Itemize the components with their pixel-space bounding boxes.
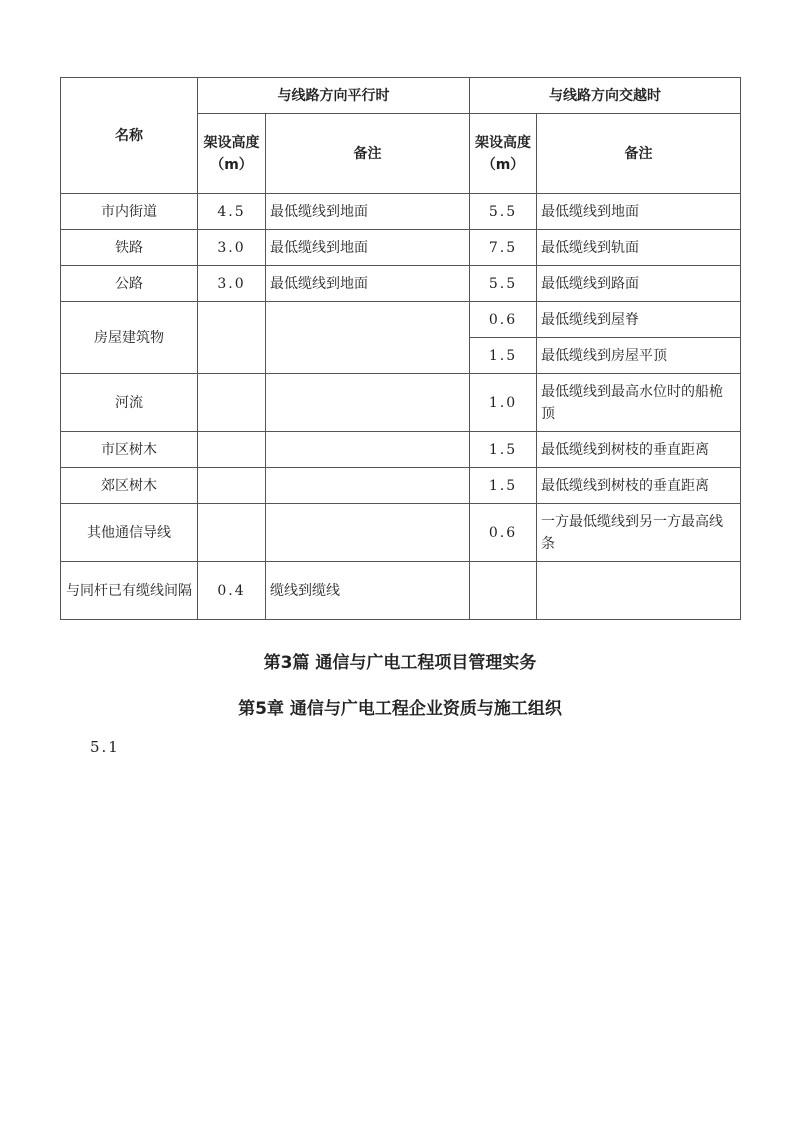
parallel-height — [198, 468, 266, 504]
crossing-note: 最低缆线到最高水位时的船桅顶 — [537, 374, 741, 432]
crossing-note: 最低缆线到路面 — [537, 266, 741, 302]
part-heading: 第3篇 通信与广电工程项目管理实务 — [263, 653, 537, 673]
crossing-height: 0.6 — [470, 302, 537, 338]
crossing-height: 0.6 — [470, 504, 537, 562]
crossing-note — [537, 562, 741, 620]
crossing-note: 最低缆线到地面 — [537, 194, 741, 230]
row-name: 郊区树木 — [61, 468, 198, 504]
parallel-note — [266, 432, 470, 468]
row-name: 河流 — [61, 374, 198, 432]
parallel-height — [198, 432, 266, 468]
header-crossing: 与线路方向交越时 — [470, 78, 741, 114]
parallel-note: 缆线到缆线 — [266, 562, 470, 620]
parallel-note: 最低缆线到地面 — [266, 194, 470, 230]
table-row — [61, 562, 741, 620]
crossing-height: 1.5 — [470, 338, 537, 374]
header-crossing-height: 架设高度（m） — [470, 114, 537, 194]
crossing-height: 1.0 — [470, 374, 537, 432]
table-row — [61, 504, 741, 562]
row-name: 与同杆已有缆线间隔 — [61, 562, 198, 620]
table-row — [61, 194, 741, 230]
row-name: 市区树木 — [61, 432, 198, 468]
parallel-height: 4.5 — [198, 194, 266, 230]
header-name: 名称 — [61, 78, 198, 194]
row-name: 铁路 — [61, 230, 198, 266]
row-name: 其他通信导线 — [61, 504, 198, 562]
header-parallel: 与线路方向平行时 — [198, 78, 470, 114]
crossing-note: 最低缆线到树枝的垂直距离 — [537, 468, 741, 504]
row-name: 房屋建筑物 — [61, 302, 198, 374]
header-parallel-height: 架设高度（m） — [198, 114, 266, 194]
table-row — [61, 302, 741, 338]
parallel-note — [266, 302, 470, 374]
crossing-note: 一方最低缆线到另一方最高线条 — [537, 504, 741, 562]
header-crossing-note: 备注 — [537, 114, 741, 194]
chapter-heading: 第5章 通信与广电工程企业资质与施工组织 — [238, 699, 562, 719]
crossing-height: 1.5 — [470, 468, 537, 504]
parallel-note — [266, 374, 470, 432]
crossing-note: 最低缆线到屋脊 — [537, 302, 741, 338]
parallel-height: 3.0 — [198, 230, 266, 266]
crossing-note: 最低缆线到轨面 — [537, 230, 741, 266]
parallel-height: 0.4 — [198, 562, 266, 620]
crossing-height: 1.5 — [470, 432, 537, 468]
table-row — [61, 266, 741, 302]
parallel-height: 3.0 — [198, 266, 266, 302]
table-row — [61, 432, 741, 468]
table-row — [61, 468, 741, 504]
crossing-note: 最低缆线到树枝的垂直距离 — [537, 432, 741, 468]
clearance-table — [60, 77, 741, 620]
table-row — [61, 374, 741, 432]
crossing-height — [470, 562, 537, 620]
crossing-height: 5.5 — [470, 266, 537, 302]
parallel-note: 最低缆线到地面 — [266, 266, 470, 302]
parallel-note: 最低缆线到地面 — [266, 230, 470, 266]
section-number: 5.1 — [90, 738, 120, 756]
table-row — [61, 230, 741, 266]
header-parallel-note: 备注 — [266, 114, 470, 194]
parallel-note — [266, 468, 470, 504]
parallel-height — [198, 302, 266, 374]
parallel-note — [266, 504, 470, 562]
row-name: 市内街道 — [61, 194, 198, 230]
parallel-height — [198, 504, 266, 562]
parallel-height — [198, 374, 266, 432]
crossing-height: 7.5 — [470, 230, 537, 266]
crossing-note: 最低缆线到房屋平顶 — [537, 338, 741, 374]
row-name: 公路 — [61, 266, 198, 302]
crossing-height: 5.5 — [470, 194, 537, 230]
